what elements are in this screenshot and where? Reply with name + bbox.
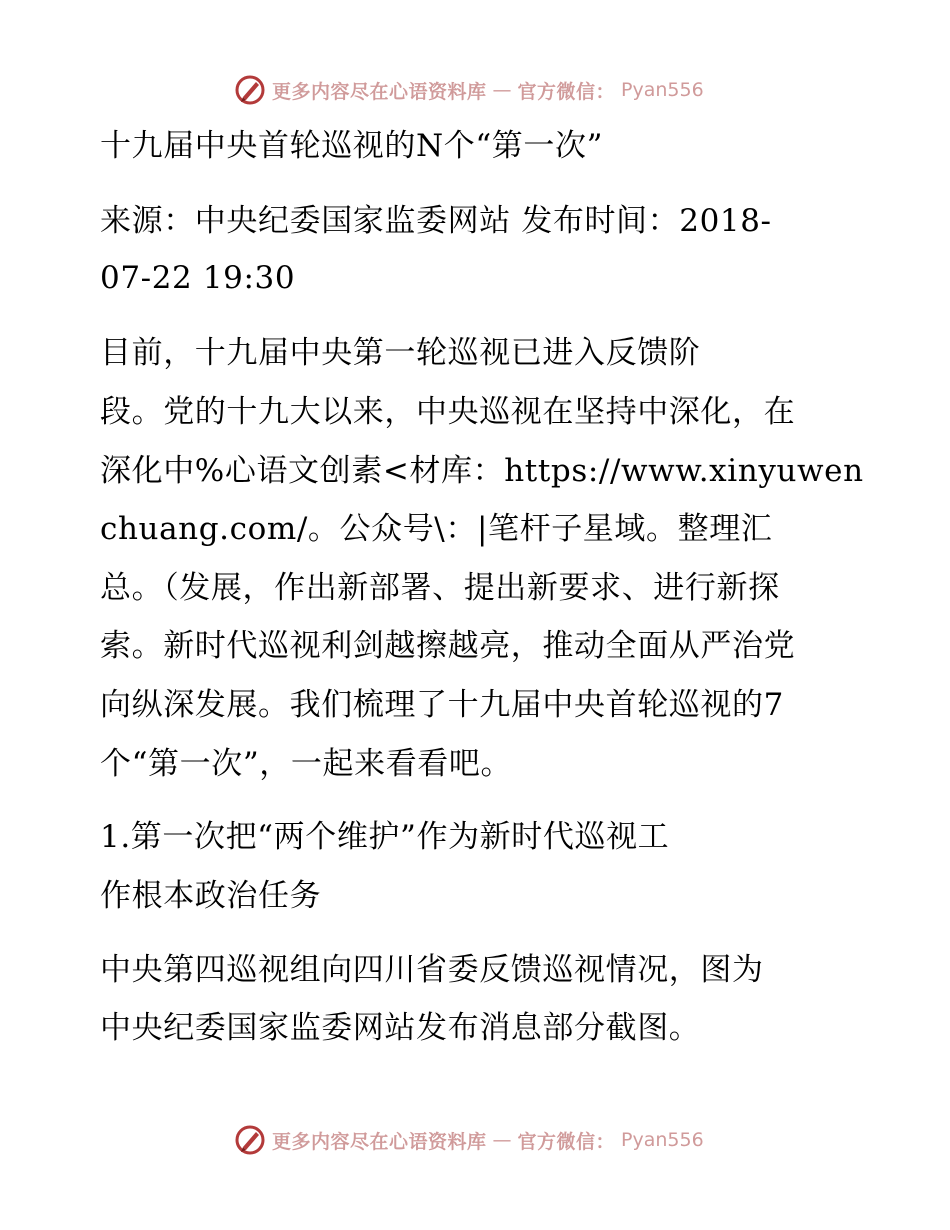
paragraph-line: 索。新时代巡视利剑越擦越亮，推动全面从严治党	[100, 628, 796, 664]
watermark-suffix: 官方微信：	[517, 80, 616, 103]
pen-logo-icon	[234, 1124, 266, 1156]
watermark-text: 更多内容尽在心语资料库	[272, 1130, 487, 1153]
pen-logo-icon	[234, 74, 266, 106]
watermark-suffix: 官方微信：	[517, 1130, 616, 1153]
paragraph-line: 个“第一次”，一起来看看吧。	[100, 746, 513, 782]
paragraph-line: 总。（发展，作出新部署、提出新要求、进行新探	[100, 570, 780, 606]
paragraph-line: 目前，十九届中央第一轮巡视已进入反馈阶	[100, 335, 701, 371]
watermark-separator: —	[492, 1129, 512, 1151]
list-item-heading: 1.第一次把“两个维护”作为新时代巡视工	[100, 819, 670, 855]
article-title: 十九届中央首轮巡视的N个“第一次”	[100, 128, 604, 164]
paragraph-line: chuang.com/。公众号\：|笔杆子星域。整理汇	[100, 511, 773, 547]
article-meta-line-2: 07-22 19:30	[100, 260, 296, 296]
image-caption: 中央纪委国家监委网站发布消息部分截图。	[100, 1010, 701, 1046]
watermark-wechat-id: Pyan556	[621, 1129, 704, 1151]
list-item-heading: 作根本政治任务	[100, 878, 322, 914]
paragraph-line: 深化中%心语文创素<材库：https://www.xinyuwen	[100, 453, 864, 489]
header-watermark	[234, 73, 704, 107]
paragraph-line: 向纵深发展。我们梳理了十九届中央首轮巡视的7	[100, 687, 784, 723]
watermark-wechat-id: Pyan556	[621, 79, 704, 101]
watermark-text: 更多内容尽在心语资料库	[272, 80, 487, 103]
watermark-separator: —	[492, 79, 512, 101]
image-caption: 中央第四巡视组向四川省委反馈巡视情况，图为	[100, 952, 764, 988]
footer-watermark	[234, 1123, 704, 1157]
article-meta-line-1: 来源：中央纪委国家监委网站 发布时间：2018-	[100, 203, 772, 239]
paragraph-line: 段。党的十九大以来，中央巡视在坚持中深化，在	[100, 394, 796, 430]
